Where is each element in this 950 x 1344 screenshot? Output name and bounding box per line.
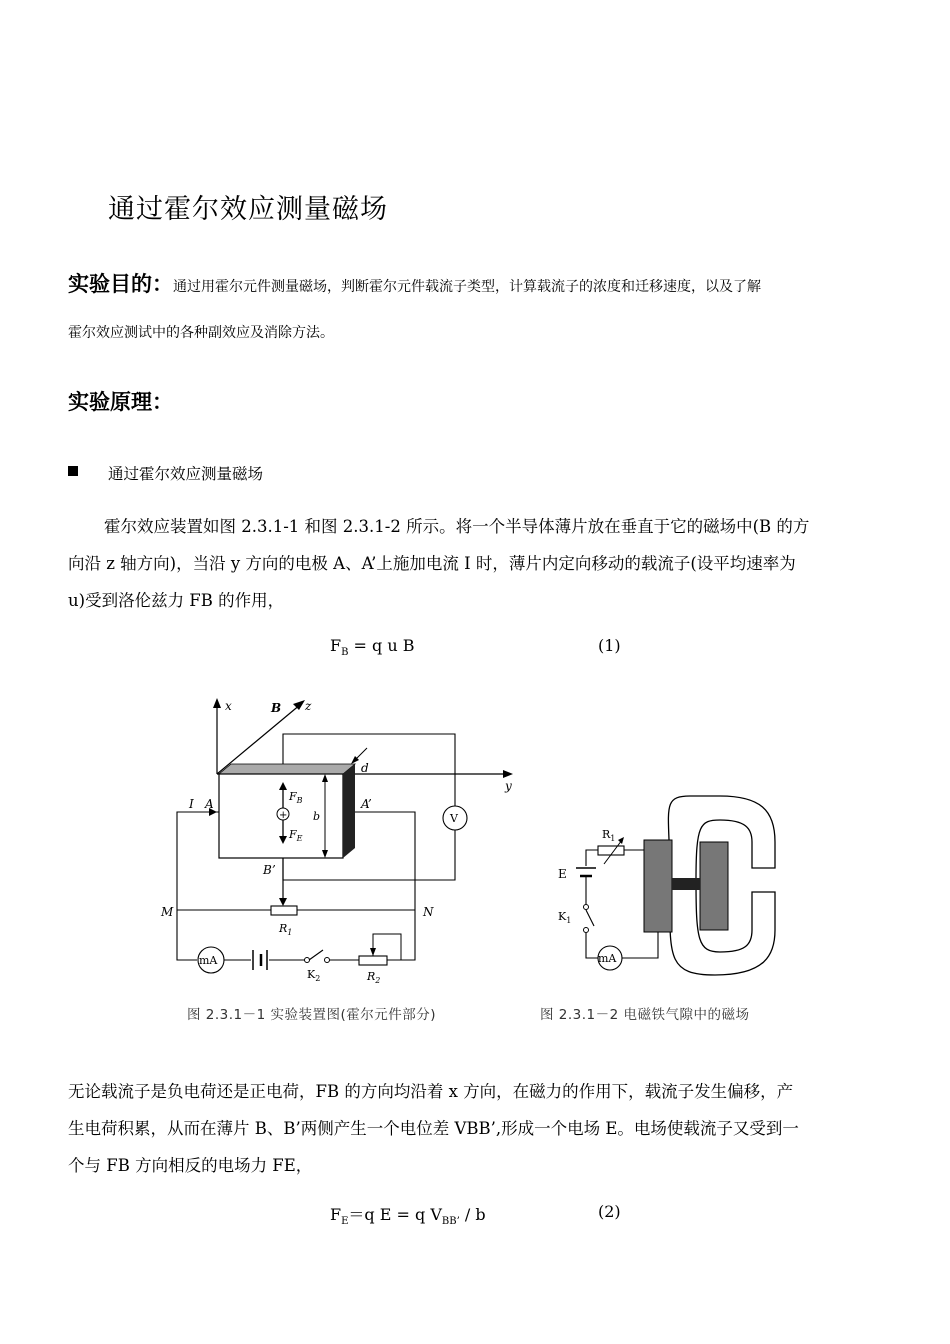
fig1-label-r2 xyxy=(366,970,380,985)
purpose-heading: 实验目的： xyxy=(68,272,173,296)
fig1-label-a: A xyxy=(205,797,214,811)
fig1-label-n: N xyxy=(423,905,434,919)
eq2-f: F xyxy=(330,1205,342,1224)
purpose-line-1 xyxy=(68,268,761,298)
fig1-fe-f: F xyxy=(289,828,297,841)
eq2-sub: E xyxy=(341,1216,349,1228)
fig1-fe-sub: E xyxy=(296,834,303,843)
fig1-label-k2 xyxy=(307,968,320,983)
fig1-label-b-prime: B’ xyxy=(263,863,276,877)
fig1-r1-r: R xyxy=(279,922,288,935)
eq1-sub: B xyxy=(341,647,349,659)
fig2-label-r1 xyxy=(602,828,615,843)
fig1-label-ma: mA xyxy=(199,954,218,967)
fig1-fb-sub: B xyxy=(296,796,303,805)
fig1-label-x: x xyxy=(225,699,232,713)
fig1-label-d: d xyxy=(361,761,369,775)
fig1-label-plus: + xyxy=(279,810,288,821)
eq1-f: F xyxy=(330,636,342,655)
fig1-label-r1 xyxy=(278,922,292,937)
fig1-r2-sub: 2 xyxy=(375,976,381,985)
fig1-k2-k: K xyxy=(307,968,316,981)
equation-1 xyxy=(330,636,415,658)
fig1-label-b-width: b xyxy=(313,810,321,823)
figure-2-caption: 图 2.3.1－2 电磁铁气隙中的磁场 xyxy=(540,1007,750,1023)
figure-2-electromagnet xyxy=(540,780,790,995)
fig2-label-ma: mA xyxy=(598,952,617,965)
equation-2 xyxy=(330,1202,486,1227)
fig1-label-z: z xyxy=(305,699,312,713)
bullet-text: 通过霍尔效应测量磁场 xyxy=(108,465,264,483)
para2-line-3: 个与 FB 方向相反的电场力 FE， xyxy=(68,1156,313,1175)
fig1-k2-sub: 2 xyxy=(315,974,321,983)
para2-line-1: 无论载流子是负电荷还是正电荷，FB 的方向均沿着 x 方向，在磁力的作用下，载流子发生偏移，产 xyxy=(68,1082,794,1101)
fig1-label-i: I xyxy=(189,797,194,811)
fig1-label-b-field: B xyxy=(271,701,282,715)
eq2-sub2: BB’ xyxy=(441,1216,460,1228)
fig2-k1-sub: 1 xyxy=(566,916,572,925)
fig1-r2-r: R xyxy=(367,970,376,983)
eq2-mid: ＝q E = q V xyxy=(348,1205,442,1224)
fig1-label-m: M xyxy=(161,905,174,919)
figure-1-caption: 图 2.3.1－1 实验装置图(霍尔元件部分) xyxy=(187,1007,437,1023)
principle-heading: 实验原理： xyxy=(68,390,173,414)
fig1-fb-f: F xyxy=(289,790,297,803)
para1-line-3: u)受到洛伦兹力 FB 的作用， xyxy=(68,591,285,610)
fig2-label-k1 xyxy=(558,910,571,925)
para2-line-2: 生电荷积累，从而在薄片 B、B’两侧产生一个电位差 VBB’,形成一个电场 E。电场使载流子又受到一 xyxy=(68,1119,799,1138)
bullet-square-icon xyxy=(68,466,78,476)
fig2-r1-r: R xyxy=(602,828,611,841)
eq1-rest: = q u B xyxy=(348,636,415,655)
fig2-label-e: E xyxy=(558,867,567,881)
fig1-r1-sub: 1 xyxy=(287,928,293,937)
para1-line-1: 霍尔效应装置如图 2.3.1-1 和图 2.3.1-2 所示。将一个半导体薄片放在垂直于它的磁场中(B 的方 xyxy=(104,517,810,536)
para1-line-2: 向沿 z 轴方向)，当沿 y 方向的电极 A、A’上施加电流 I 时，薄片内定向移动的载流子(设平均速率为 xyxy=(68,554,796,573)
figure-1-hall-apparatus xyxy=(155,690,535,1000)
fig1-label-y: y xyxy=(505,779,512,793)
fig2-r1-sub: 1 xyxy=(610,834,616,843)
equation-1-number: (1) xyxy=(598,636,621,655)
purpose-text-2: 霍尔效应测试中的各种副效应及消除方法。 xyxy=(68,325,334,341)
purpose-text-1: 通过用霍尔元件测量磁场，判断霍尔元件载流子类型，计算载流子的浓度和迁移速度，以及了解 xyxy=(173,279,761,295)
fig2-k1-k: K xyxy=(558,910,567,923)
equation-2-number: (2) xyxy=(598,1202,621,1221)
page-title: 通过霍尔效应测量磁场 xyxy=(108,194,388,225)
eq2-rest: / b xyxy=(459,1205,486,1224)
fig1-label-v: V xyxy=(450,812,458,825)
fig1-label-a-prime: A’ xyxy=(361,797,372,811)
